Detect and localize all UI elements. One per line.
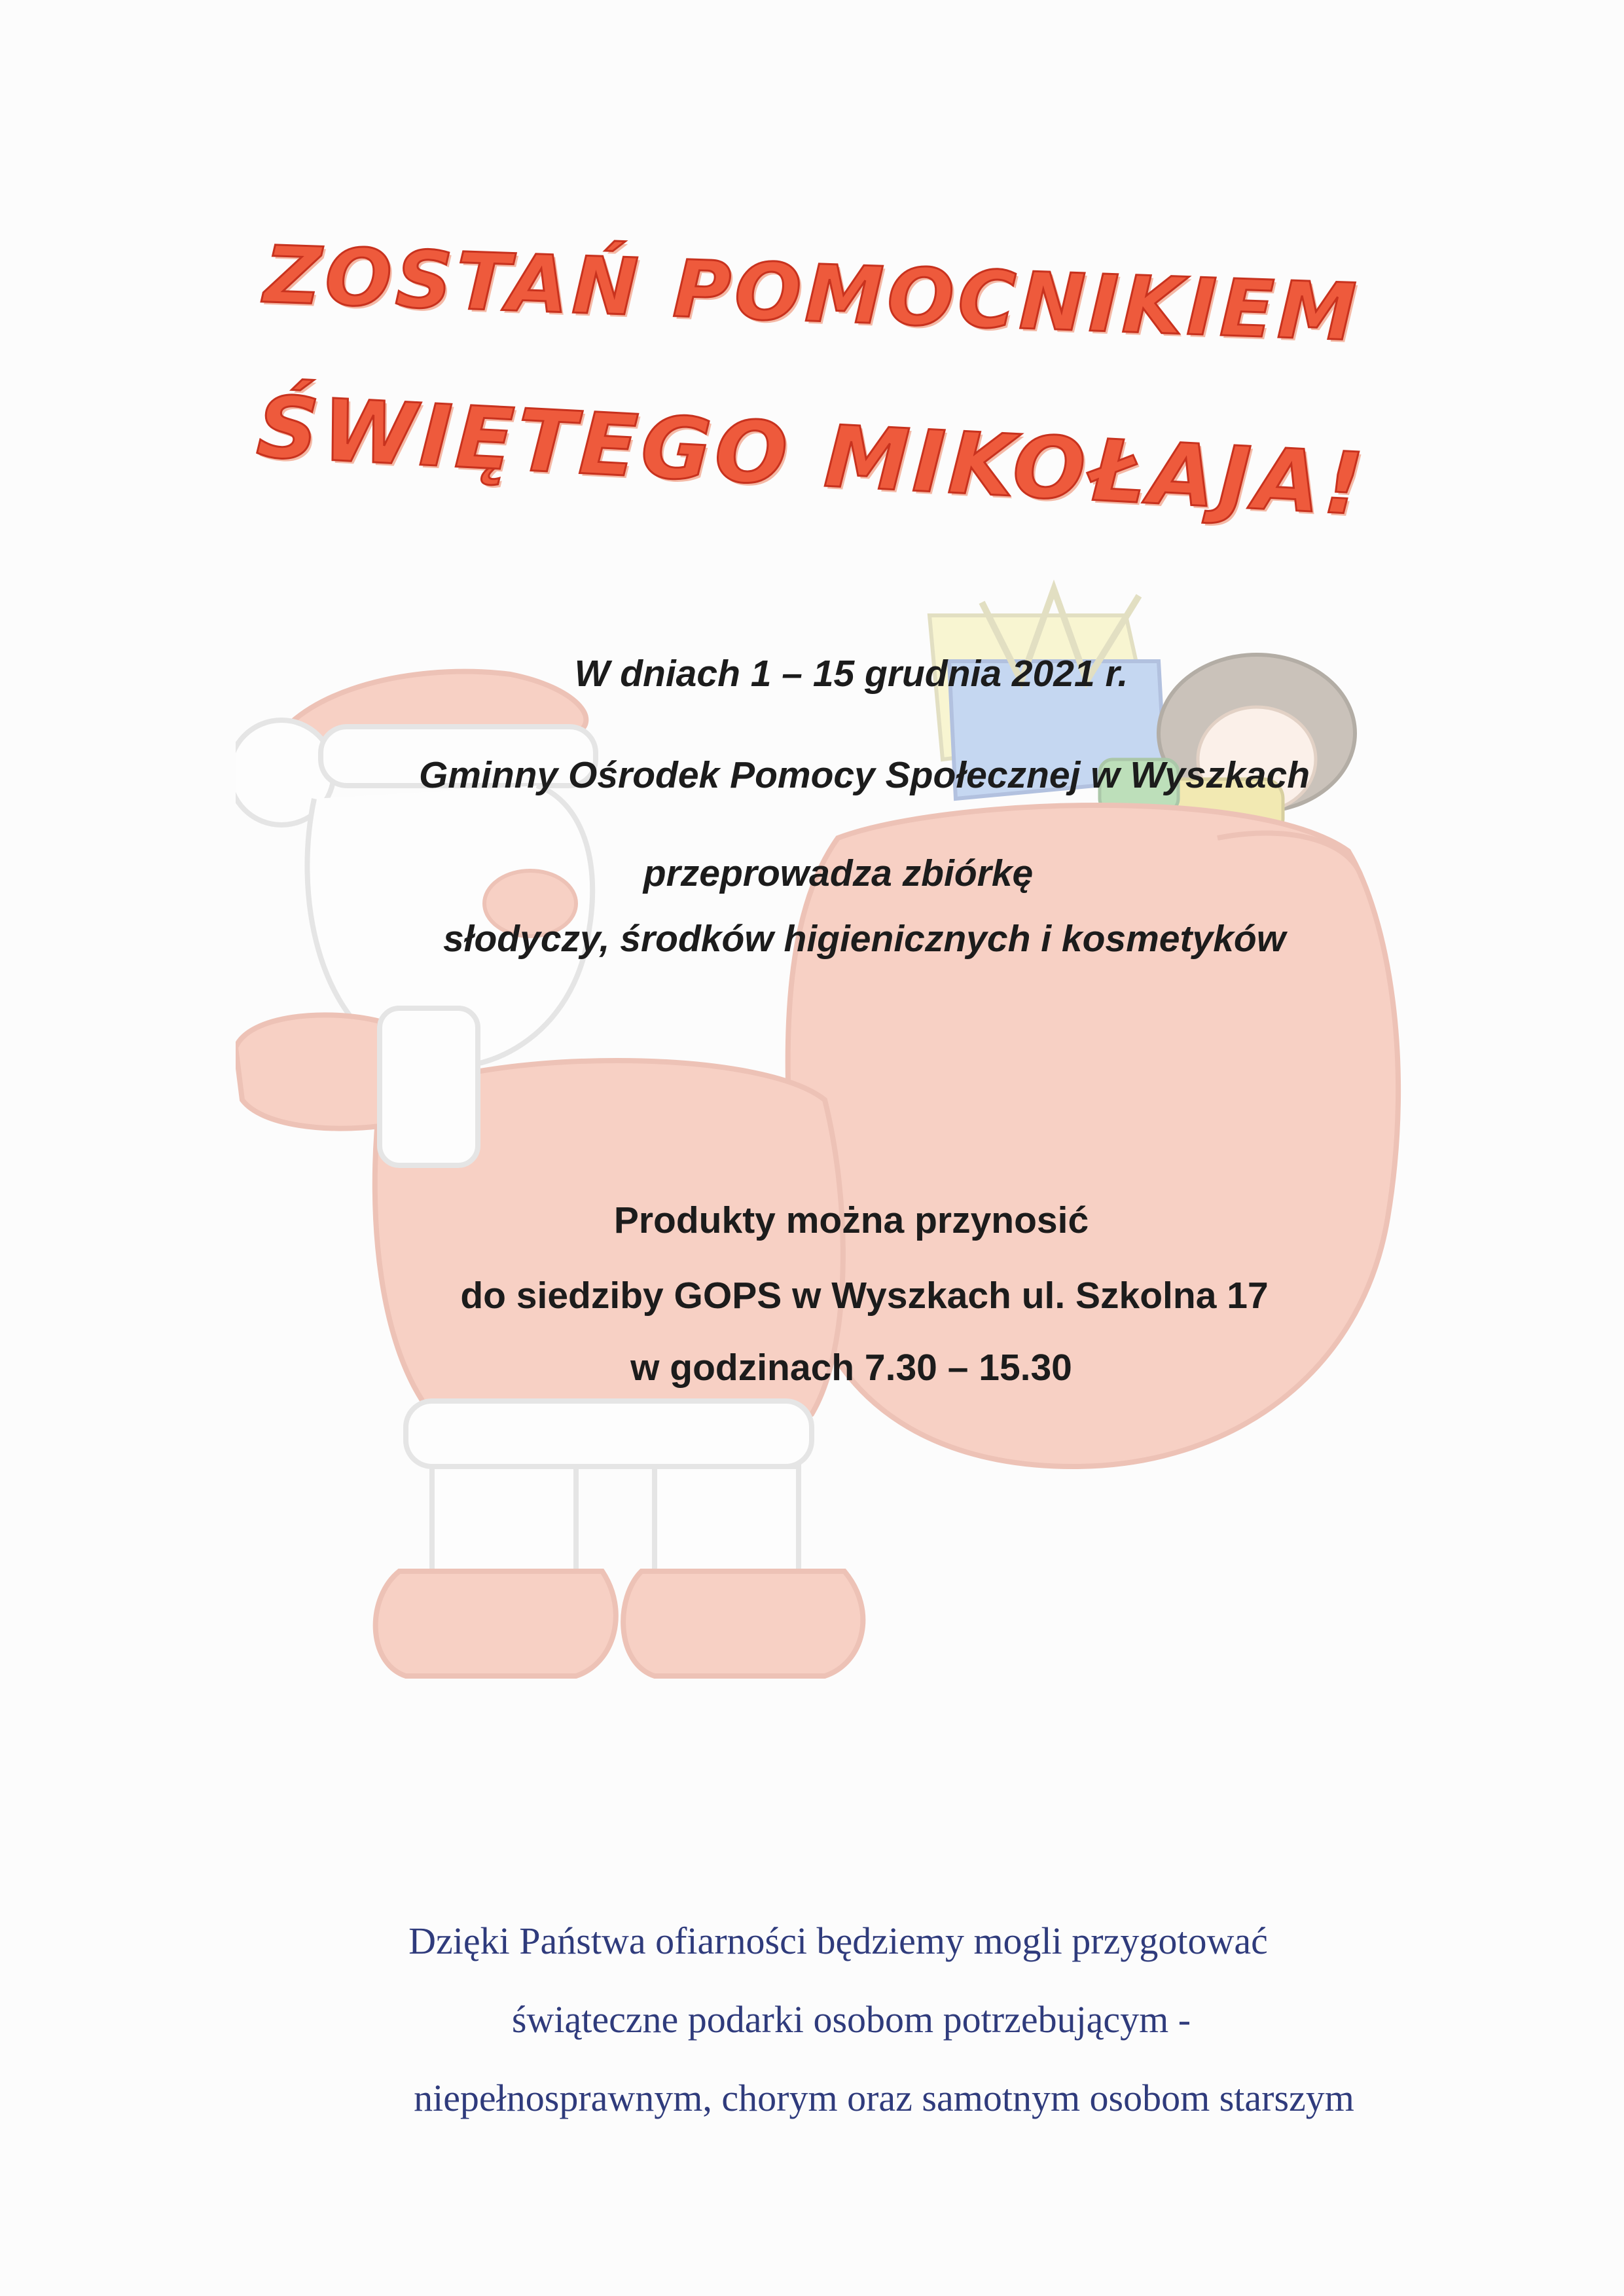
pointing-hand-icon xyxy=(236,1008,478,1165)
santa-illustration xyxy=(236,563,1427,1741)
collection-items: słodyczy, środków higienicznych i kosmetyków xyxy=(442,918,1286,960)
closing-line-3: niepełnosprawnym, chorym oraz samotnym osobom starszym xyxy=(414,2077,1354,2119)
drop-off-address: do siedziby GOPS w Wyszkach ul. Szkolna 17 xyxy=(460,1275,1269,1317)
closing-line-1: Dzięki Państwa ofiarności będziemy mogli przygotować xyxy=(408,1920,1268,1962)
title-line-2: ŚWIĘTEGO MIKOŁAJA! xyxy=(254,376,1370,535)
organization-name: Gminny Ośrodek Pomocy Społecznej w Wyszkach xyxy=(418,754,1310,796)
title-line-1: ZOSTAŃ POMOCNIKIEM xyxy=(262,229,1362,359)
drop-off-intro: Produkty można przynosić xyxy=(613,1199,1089,1241)
collection-dates: W dniach 1 – 15 grudnia 2021 r. xyxy=(574,653,1128,695)
santa-boots-icon xyxy=(376,1467,863,1676)
collection-intro: przeprowadza zbiórkę xyxy=(643,852,1034,894)
drop-off-hours: w godzinach 7.30 – 15.30 xyxy=(630,1347,1072,1389)
closing-line-2: świąteczne podarki osobom potrzebującym - xyxy=(511,1998,1191,2041)
